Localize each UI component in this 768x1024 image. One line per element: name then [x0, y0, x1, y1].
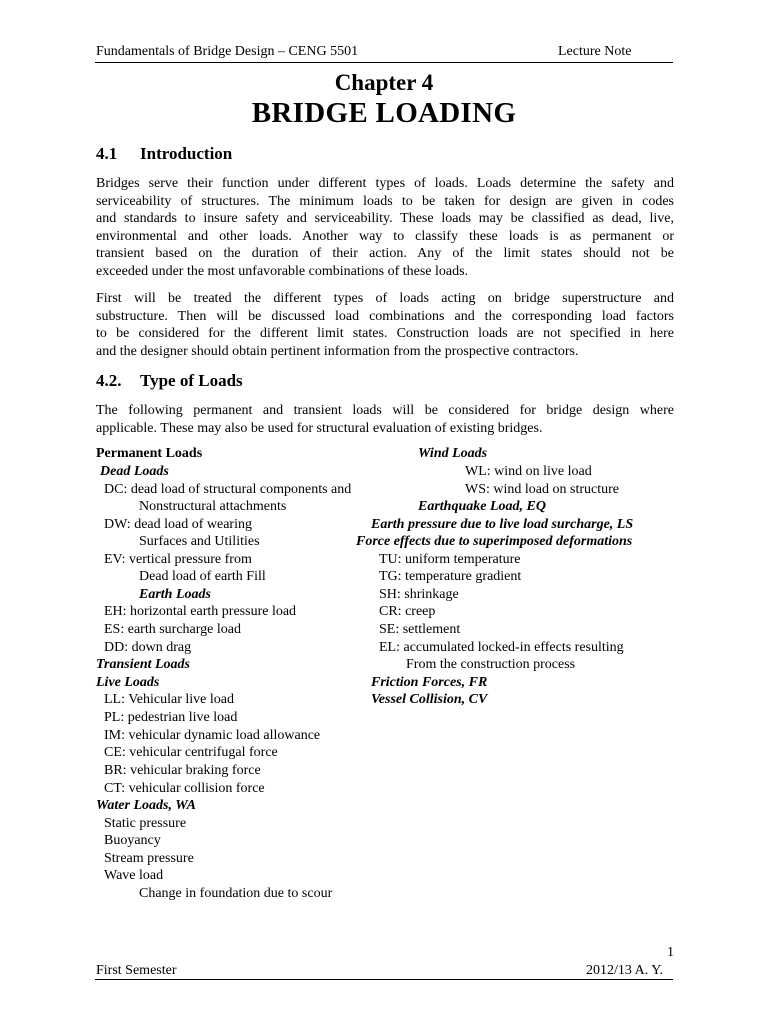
section-number: 4.2. — [96, 371, 122, 390]
list-item: Force effects due to superimposed deformations — [356, 534, 633, 549]
list-item: LL: Vehicular live load — [104, 692, 234, 707]
page-number: 1 — [667, 945, 674, 960]
list-item: SH: shrinkage — [379, 587, 459, 602]
types-paragraph — [96, 402, 674, 437]
text-line: and the designer should obtain pertinent information from the prospective contractors. — [96, 343, 579, 359]
list-item: Dead Loads — [100, 464, 169, 479]
intro-paragraph-1 — [96, 175, 674, 281]
list-item: DD: down drag — [104, 640, 192, 655]
section-heading-type-of-loads — [96, 371, 243, 391]
list-item: CR: creep — [379, 604, 436, 619]
list-item: IM: vehicular dynamic load allowance — [104, 728, 321, 743]
list-item: WS: wind load on structure — [465, 482, 619, 497]
list-item: EL: accumulated locked-in effects resulting — [379, 640, 624, 655]
list-item: Buoyancy — [104, 833, 161, 848]
header-course-title: Fundamentals of Bridge Design – CENG 5501 — [96, 44, 359, 59]
list-item: Water Loads, WA — [96, 798, 196, 813]
list-item: PL: pedestrian live load — [104, 710, 238, 725]
text-line: Bridges serve their function under different types of loads. Loads determine the safety and — [96, 176, 674, 191]
list-item: WL: wind on live load — [465, 464, 592, 479]
list-item: CT: vehicular collision force — [104, 781, 265, 796]
header-rule — [95, 62, 673, 63]
section-number: 4.1 — [96, 144, 118, 163]
list-item: Permanent Loads — [96, 446, 203, 461]
intro-paragraph-2 — [96, 290, 674, 360]
text-line: to be considered for the different limit states. Construction loads are not specified in here — [96, 326, 674, 342]
list-item: Earth pressure due to live load surcharge, LS — [371, 517, 634, 532]
list-item: SE: settlement — [379, 622, 461, 637]
list-item: Earth Loads — [139, 587, 211, 602]
list-item: Vessel Collision, CV — [371, 692, 488, 707]
text-line: and standards to insure safety and serviceability. These loads may be classified as dead, live, — [96, 211, 674, 227]
list-item: Wind Loads — [418, 446, 488, 461]
text-line: applicable. These may also be used for structural evaluation of existing bridges. — [96, 420, 543, 436]
list-item: EV: vertical pressure from — [104, 552, 252, 567]
section-title: Introduction — [140, 144, 233, 163]
list-item: Wave load — [104, 868, 164, 883]
list-item: ES: earth surcharge load — [104, 622, 241, 637]
text-line: The following permanent and transient loads will be considered for bridge design where — [96, 403, 674, 418]
text-line: exceeded under the most unfavorable combinations of these loads. — [96, 263, 469, 279]
section-heading-introduction — [96, 144, 232, 164]
list-item: Live Loads — [96, 675, 160, 690]
section-title: Type of Loads — [140, 371, 243, 390]
list-item: From the construction process — [406, 657, 576, 672]
list-item: Friction Forces, FR — [371, 675, 488, 690]
list-item: DW: dead load of wearing — [104, 517, 252, 532]
list-item: Surfaces and Utilities — [139, 534, 260, 549]
list-item: Static pressure — [104, 816, 187, 831]
text-line: substructure. Then will be discussed load combinations and the corresponding load factors — [96, 308, 674, 324]
list-item: BR: vehicular braking force — [104, 763, 261, 778]
footer-rule — [95, 979, 673, 980]
chapter-label: Chapter 4 — [334, 70, 434, 95]
list-item: TU: uniform temperature — [379, 552, 521, 567]
text-line: serviceability of structures. The minimum loads to be taken for design are given in codes — [96, 193, 674, 209]
text-line: transient based on the duration of their action. Any of the limit states should not be — [96, 246, 674, 262]
list-item: Stream pressure — [104, 851, 194, 866]
footer-academic-year: 2012/13 A. Y. — [586, 963, 664, 978]
list-item: Change in foundation due to scour — [139, 886, 333, 901]
text-line: First will be treated the different types of loads acting on bridge superstructure and — [96, 291, 674, 306]
footer-semester: First Semester — [96, 963, 177, 978]
header-lecture-note: Lecture Note — [558, 44, 632, 59]
list-item: Dead load of earth Fill — [139, 569, 266, 584]
text-line: environmental and other loads. Another way to classify these loads is as permanent or — [96, 228, 674, 244]
list-item: EH: horizontal earth pressure load — [104, 604, 297, 619]
list-item: DC: dead load of structural components and — [104, 482, 352, 497]
page-title: BRIDGE LOADING — [251, 97, 517, 129]
list-item: Nonstructural attachments — [139, 499, 287, 514]
list-item: TG: temperature gradient — [379, 569, 522, 584]
list-item: Earthquake Load, EQ — [418, 499, 546, 514]
list-item: CE: vehicular centrifugal force — [104, 745, 278, 760]
list-item: Transient Loads — [96, 657, 190, 672]
